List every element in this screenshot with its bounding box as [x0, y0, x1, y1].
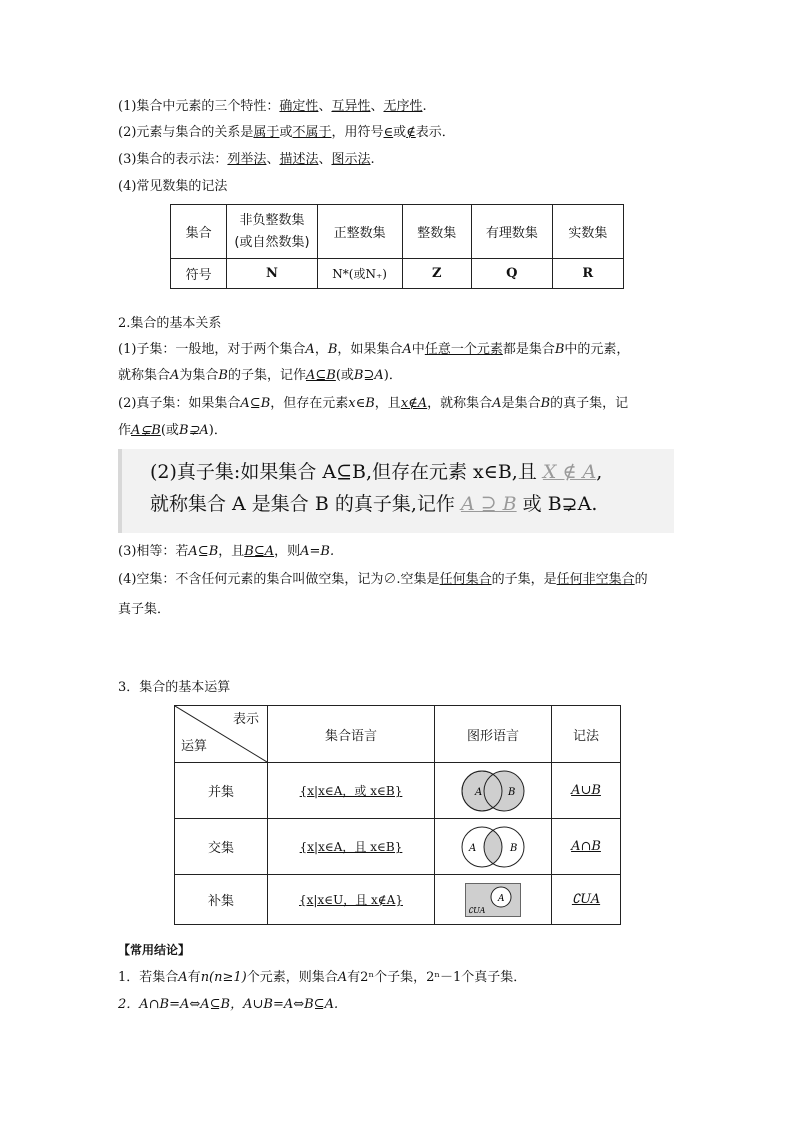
text: 个子集，: [374, 970, 427, 985]
header-label: 运算: [181, 739, 208, 754]
term-x-not-in-a: x∉A: [400, 396, 428, 411]
text: 的真子集，记: [550, 396, 629, 411]
table-cell: N: [227, 259, 317, 289]
text: 【常用结论】: [118, 943, 191, 957]
table-row: [175, 763, 621, 819]
text: 或 B⊋A.: [522, 493, 598, 515]
table-cell: Q: [472, 259, 553, 289]
symbol-not-in: ∉: [406, 125, 416, 140]
conclusion-1: [118, 968, 526, 988]
text: 的: [634, 572, 648, 587]
term-distinctness: 互异性: [331, 99, 371, 114]
text: 的子集，记作: [227, 368, 306, 383]
term-any-set: 任何集合: [439, 572, 492, 587]
math-expr: 2ⁿ－1: [426, 970, 462, 985]
text: .: [370, 152, 375, 167]
text: 1．若集合: [118, 970, 179, 985]
text: 就称集合 A 是集合 B 的真子集,记作: [150, 493, 455, 515]
term-belong: 属于: [253, 125, 280, 140]
text: (2)真子集：如果集合: [118, 396, 241, 411]
proper-subset-screenshot: [118, 449, 674, 533]
text: 都是集合: [502, 342, 555, 357]
empty-set-line-2: [118, 600, 170, 620]
set-operations-table: [174, 705, 621, 925]
text: (或: [335, 368, 354, 383]
table-cell: 正整数集: [317, 205, 402, 259]
table-cell: 实数集: [552, 205, 623, 259]
text: 为集合: [179, 368, 219, 383]
term-determinacy: 确定性: [279, 99, 319, 114]
term-any-nonempty-set: 任何非空集合: [556, 572, 635, 587]
math-expr: x∈B: [348, 396, 375, 411]
subset-line-1: [118, 340, 629, 360]
term-unordered: 无序性: [383, 99, 423, 114]
text: 、: [318, 99, 332, 114]
text: ，如果集合: [337, 342, 403, 357]
text: ，用符号: [331, 125, 384, 140]
term-b-subset-a: B⊆A: [244, 544, 275, 559]
text: 、: [370, 99, 384, 114]
set-formula: {x|x∈A，或 x∈B}: [299, 784, 403, 798]
header-label: 表示: [232, 712, 259, 727]
text: ,: [596, 461, 603, 483]
text: 、: [318, 152, 332, 167]
text: 真子集．: [118, 602, 171, 617]
text: 就称集合: [118, 368, 171, 383]
table-cell: 符号: [171, 259, 227, 289]
math-expr: A⊆B: [188, 544, 219, 559]
text: ，: [314, 342, 328, 357]
math-var: A: [305, 342, 315, 357]
equality-line: [118, 542, 334, 562]
set-notation: ∁UA: [571, 892, 601, 907]
diagonal-header: [175, 706, 267, 762]
text: 中: [411, 342, 425, 357]
math-var: B: [540, 396, 551, 411]
diagonal-header-cell: [175, 706, 268, 763]
text: 有: [187, 970, 201, 985]
table-cell: 有理数集: [472, 205, 553, 259]
table-cell: N*(或N₊): [317, 259, 402, 289]
table-cell: [552, 875, 621, 925]
text: 作: [118, 423, 132, 438]
symbol-in: ∈: [383, 125, 394, 140]
table-cell: R: [552, 259, 623, 289]
term-subset-notation: A⊆B: [306, 368, 336, 383]
representation-line: [118, 150, 375, 170]
math-var: B: [218, 368, 228, 383]
cell-text: (或自然数集): [234, 234, 310, 250]
table-row: [175, 875, 621, 925]
number-set-heading: [118, 177, 227, 197]
math-expr: 2ⁿ: [360, 970, 375, 985]
row-label: 并集: [175, 763, 268, 819]
column-header: 记法: [552, 706, 621, 763]
math-var: A: [492, 396, 502, 411]
term-proper-subset-notation: A⊊B: [131, 423, 161, 438]
table-row: [175, 706, 621, 763]
conclusions-title: [118, 940, 190, 960]
term-description: 描述法: [279, 152, 319, 167]
math-expr: B⊇A: [353, 368, 384, 383]
column-header: 图形语言: [435, 706, 552, 763]
term-diagram: 图示法: [331, 152, 371, 167]
quote-bar: [118, 449, 122, 533]
math-var: A: [337, 970, 348, 985]
table-row: [175, 819, 621, 875]
venn-label-b: B: [510, 842, 518, 854]
text: ，但存在元素: [270, 396, 349, 411]
union-venn: [435, 763, 552, 819]
text: (3)集合的表示法：: [118, 152, 228, 167]
answer-blank: X ∉ A: [542, 461, 597, 483]
set-notation: A∩B: [571, 839, 601, 854]
conclusion-2: [118, 995, 338, 1015]
table-cell: [552, 763, 621, 819]
math-expr: A=B.: [300, 544, 335, 559]
text: ，且: [218, 544, 245, 559]
table-cell: [227, 205, 317, 259]
table-cell: [268, 875, 435, 925]
math-expr: A⊆B: [240, 396, 271, 411]
property-line: [118, 97, 427, 117]
quote-line-2: [150, 489, 597, 516]
set-formula: {x|x∈A，且 x∈B}: [299, 840, 403, 854]
term-any-element: 任意一个元素: [424, 342, 503, 357]
table-row: [171, 259, 624, 289]
text: ，且: [374, 396, 401, 411]
row-label: 补集: [175, 875, 268, 925]
math-var: A: [170, 368, 180, 383]
cell-text: 非负整数集: [239, 212, 305, 228]
venn-label-a: A: [498, 893, 505, 904]
text: 或: [393, 125, 407, 140]
table-cell: [552, 819, 621, 875]
text: (1)子集：一般地，对于两个集合: [118, 342, 306, 357]
term-listing: 列举法: [227, 152, 267, 167]
math-var: A: [402, 342, 412, 357]
row-label: 交集: [175, 819, 268, 875]
text: 表示．: [415, 125, 455, 140]
section-2-title: [118, 314, 221, 334]
text: (3)相等：若: [118, 544, 189, 559]
relation-line: [118, 123, 455, 143]
table-cell: [268, 819, 435, 875]
text: 3．集合的基本运算: [118, 680, 231, 695]
text: .: [422, 99, 427, 114]
proper-subset-line-2: [118, 421, 227, 441]
term-not-belong: 不属于: [292, 125, 332, 140]
venn-label-b: B: [508, 786, 516, 798]
intersection-diagram: [448, 824, 538, 870]
section-3-title: [118, 678, 230, 698]
table-cell: 集合: [171, 205, 227, 259]
text: ，就称集合: [427, 396, 493, 411]
table-cell: 整数集: [402, 205, 471, 259]
text: 2.集合的基本关系: [118, 316, 222, 331]
answer-blank: A ⊇ B: [460, 493, 517, 515]
math-expr: n(n≥1): [200, 970, 247, 985]
table-cell: [268, 763, 435, 819]
number-set-table: [170, 204, 624, 289]
intersection-venn: [435, 819, 552, 875]
text: 个元素，则集合: [246, 970, 338, 985]
text: (4)常见数集的记法: [118, 179, 228, 194]
set-notation: A∪B: [571, 783, 601, 798]
math-expr: B⊋A: [178, 423, 209, 438]
text: (1)集合中元素的三个特性：: [118, 99, 280, 114]
text: )．: [383, 368, 402, 383]
venn-label-a: A: [469, 842, 477, 854]
column-header: 集合语言: [268, 706, 435, 763]
proper-subset-line-1: [118, 394, 628, 414]
text: (2)元素与集合的关系是: [118, 125, 254, 140]
complement-label: ∁UA: [468, 905, 486, 915]
subset-line-2: [118, 366, 402, 386]
math-var: A: [178, 970, 188, 985]
quote-line-1: [150, 457, 602, 484]
text: 的子集，是: [491, 572, 557, 587]
math-var: B: [554, 342, 565, 357]
text: 中的元素，: [564, 342, 630, 357]
table-cell: Z: [402, 259, 471, 289]
text: (2)真子集:如果集合 A⊆B,但存在元素 x∈B,且: [150, 461, 537, 483]
text: (或: [160, 423, 179, 438]
text: 个真子集．: [461, 970, 527, 985]
text: 或: [279, 125, 293, 140]
union-diagram: [448, 768, 538, 814]
text: 、: [266, 152, 280, 167]
text: )．: [208, 423, 227, 438]
empty-set-line-1: [118, 570, 648, 590]
table-row: [171, 205, 624, 259]
complement-venn: [435, 875, 552, 925]
text: 2．A∩B=A⇔A⊆B，A∪B=A⇔B⊆A.: [118, 997, 339, 1012]
text: (4)空集：不含任何元素的集合叫做空集，记为∅.空集是: [118, 572, 440, 587]
math-var: B: [327, 342, 338, 357]
complement-diagram: [465, 883, 521, 917]
text: 有: [347, 970, 361, 985]
venn-label-a: A: [475, 786, 483, 798]
text: ，则: [274, 544, 301, 559]
set-formula: {x|x∈U，且 x∉A}: [299, 893, 403, 907]
text: 是集合: [501, 396, 541, 411]
